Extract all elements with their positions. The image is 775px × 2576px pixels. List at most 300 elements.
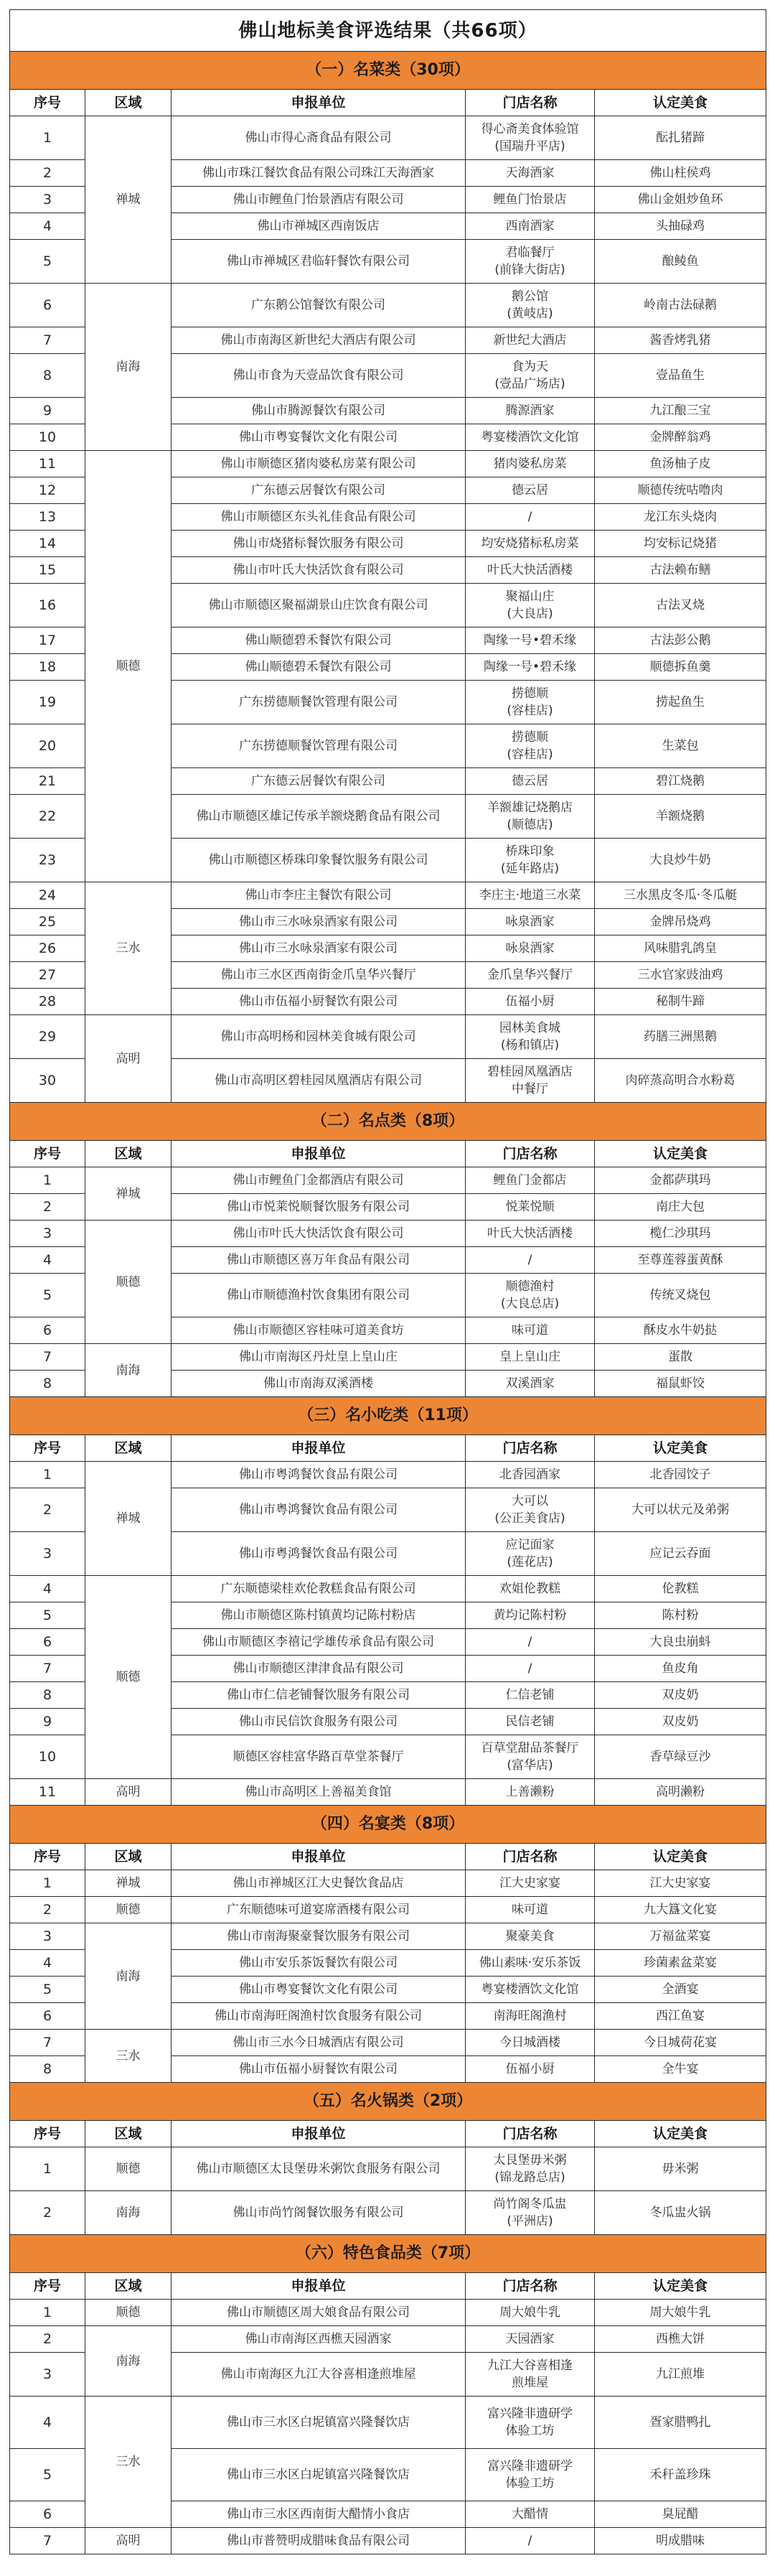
unit-cell: 广东德云居餐饮有限公司	[172, 768, 466, 795]
seq-cell: 2	[10, 1897, 85, 1923]
unit-cell: 佛山市高明区上善福美食馆	[172, 1779, 466, 1806]
food-cell: 肉碎蒸高明合水粉葛	[595, 1059, 766, 1103]
food-cell: 风味腊乳鸽皇	[595, 935, 766, 962]
region-cell: 高明	[85, 1779, 172, 1806]
food-cell: 岭南古法碌鹅	[595, 284, 766, 327]
store-cell	[466, 2397, 595, 2449]
region-cell: 顺德	[85, 451, 172, 882]
food-cell: 金都萨琪玛	[595, 1167, 766, 1194]
store-cell	[466, 1682, 595, 1709]
table-row	[10, 1576, 766, 1602]
seq-cell: 1	[10, 1462, 85, 1488]
region-cell: 高明	[85, 2528, 172, 2554]
seq-cell: 8	[10, 2056, 85, 2083]
section-heading: （三）名小吃类（11项）	[10, 1397, 766, 1435]
food-cell: 羊额烧鹅	[595, 795, 766, 839]
column-header-unit: 申报单位	[172, 1844, 466, 1870]
store-cell	[466, 327, 595, 354]
store-cell	[466, 1735, 595, 1779]
store-cell	[466, 935, 595, 962]
food-cell: 应记云吞面	[595, 1532, 766, 1576]
column-header-store: 门店名称	[466, 1844, 595, 1870]
store-cell	[466, 1371, 595, 1397]
store-cell	[466, 989, 595, 1015]
food-cell: 金牌吊烧鸡	[595, 909, 766, 935]
food-cell: 西江鱼宴	[595, 2003, 766, 2030]
store-name-line: 金爪皇华兴餐厅	[487, 968, 573, 982]
unit-cell: 佛山市鲤鱼门金都酒店有限公司	[172, 1167, 466, 1194]
store-name-line: 得心斋美食体验馆	[481, 122, 579, 136]
column-header-region: 区域	[85, 2121, 172, 2147]
unit-cell: 佛山市顺德区陈村镇黄均记陈村粉店	[172, 1602, 466, 1629]
store-name-line: 食为天	[512, 360, 548, 374]
table-row	[10, 284, 766, 327]
store-name-line: 江大史家宴	[499, 1876, 560, 1890]
column-header-seq: 序号	[10, 90, 85, 116]
food-cell: 臭屁醋	[595, 2501, 766, 2528]
store-name-line: 西南酒家	[505, 219, 555, 233]
column-header-region: 区域	[85, 1435, 172, 1462]
store-name-line: 皇上皇山庄	[499, 1350, 560, 1364]
region-cell: 高明	[85, 1015, 172, 1103]
store-name-line: 双溪酒家	[505, 1376, 555, 1391]
store-name-line: (国瑞升平店)	[494, 139, 565, 154]
table-row	[10, 116, 766, 160]
store-name-line: 周大娘牛乳	[499, 2305, 560, 2320]
food-cell: 明成腊味	[595, 2528, 766, 2554]
unit-cell: 佛山市普赞明成腊味食品有限公司	[172, 2528, 466, 2554]
table-row	[10, 451, 766, 477]
results-table-body	[10, 10, 766, 2554]
food-cell: 龙江东头烧肉	[595, 504, 766, 531]
unit-cell: 佛山市顺德区喜万年食品有限公司	[172, 1247, 466, 1274]
table-row	[10, 2191, 766, 2235]
food-cell: 秘制牛蹄	[595, 989, 766, 1015]
unit-cell: 佛山市伍福小厨餐饮有限公司	[172, 2056, 466, 2083]
store-cell	[466, 557, 595, 584]
unit-cell: 佛山市顺德区周大娘食品有限公司	[172, 2300, 466, 2326]
store-name-line: 粤宴楼酒饮文化馆	[481, 430, 579, 444]
column-header-unit: 申报单位	[172, 2121, 466, 2147]
column-header-store: 门店名称	[466, 2121, 595, 2147]
food-cell: 毋米粥	[595, 2147, 766, 2191]
food-cell: 大良炒牛奶	[595, 839, 766, 882]
table-row	[10, 2300, 766, 2326]
store-cell	[466, 2300, 595, 2326]
food-cell: 三水官家豉油鸡	[595, 962, 766, 989]
store-cell	[466, 2191, 595, 2235]
food-cell: 双皮奶	[595, 1682, 766, 1709]
unit-cell: 佛山市三水今日城酒店有限公司	[172, 2030, 466, 2056]
unit-cell: 佛山市南海区新世纪大酒店有限公司	[172, 327, 466, 354]
seq-cell: 4	[10, 1950, 85, 1977]
store-cell	[466, 654, 595, 681]
unit-cell: 佛山市南海区西樵天园酒家	[172, 2326, 466, 2353]
store-name-line: 新世纪大酒店	[493, 333, 567, 347]
store-name-line: 叶氏大快活酒楼	[487, 1226, 573, 1241]
seq-cell: 8	[10, 1371, 85, 1397]
store-name-line: 大醋情	[512, 2507, 548, 2521]
unit-cell: 佛山市高明区碧桂园凤凰酒店有限公司	[172, 1059, 466, 1103]
unit-cell: 佛山市腾源餐饮有限公司	[172, 398, 466, 424]
food-cell: 西樵大饼	[595, 2326, 766, 2353]
store-cell	[466, 2528, 595, 2554]
region-cell: 三水	[85, 2030, 172, 2083]
seq-cell: 4	[10, 213, 85, 240]
store-name-line: 捞德顺	[512, 686, 548, 701]
store-cell	[466, 627, 595, 654]
store-cell	[466, 2147, 595, 2191]
column-header-region: 区域	[85, 1844, 172, 1870]
store-cell	[466, 116, 595, 160]
store-cell	[466, 477, 595, 504]
column-header-food: 认定美食	[595, 2273, 766, 2300]
column-header-food: 认定美食	[595, 1141, 766, 1167]
food-cell: 冬瓜盅火锅	[595, 2191, 766, 2235]
seq-cell: 29	[10, 1015, 85, 1059]
food-cell: 鱼汤柚子皮	[595, 451, 766, 477]
store-cell	[466, 424, 595, 451]
unit-cell: 广东顺德梁桂欢伦教糕食品有限公司	[172, 1576, 466, 1602]
column-header-store: 门店名称	[466, 2273, 595, 2300]
seq-cell: 15	[10, 557, 85, 584]
results-table	[9, 9, 766, 2554]
store-name-line: 中餐厅	[512, 1082, 548, 1096]
seq-cell: 2	[10, 160, 85, 187]
seq-cell: 12	[10, 477, 85, 504]
seq-cell: 1	[10, 2147, 85, 2191]
store-name-line: 富兴隆非遗研学	[487, 2407, 573, 2421]
store-name-line: 李庄主·地道三水菜	[479, 888, 581, 902]
store-name-line: 欢姐伦教糕	[499, 1582, 560, 1596]
seq-cell: 25	[10, 909, 85, 935]
food-results-sheet	[9, 9, 766, 2554]
food-cell: 陈村粉	[595, 1602, 766, 1629]
table-row	[10, 2397, 766, 2449]
store-cell	[466, 1274, 595, 1317]
unit-cell: 顺德区容桂富华路百草堂茶餐厅	[172, 1735, 466, 1779]
food-cell: 榄仁沙琪玛	[595, 1221, 766, 1247]
store-name-line: (大良总店)	[500, 1297, 560, 1311]
store-name-line: (前锋大街店)	[494, 263, 565, 277]
store-cell	[466, 354, 595, 398]
unit-cell: 佛山市南海聚豪餐饮服务有限公司	[172, 1923, 466, 1950]
seq-cell: 7	[10, 2528, 85, 2554]
section-header-row	[10, 2083, 766, 2121]
unit-cell: 佛山市粤宴餐饮文化有限公司	[172, 424, 466, 451]
store-cell	[466, 909, 595, 935]
seq-cell: 5	[10, 1977, 85, 2003]
unit-cell: 广东捞德顺餐饮管理有限公司	[172, 724, 466, 768]
unit-cell: 佛山市顺德区桥珠印象餐饮服务有限公司	[172, 839, 466, 882]
column-header-unit: 申报单位	[172, 1141, 466, 1167]
store-cell	[466, 1870, 595, 1897]
section-header-row	[10, 1103, 766, 1141]
store-name-line: 尚竹阁冬瓜盅	[493, 2197, 567, 2211]
store-name-line: 陶缘一号•碧禾缘	[483, 633, 577, 648]
food-cell: 古法叉烧	[595, 584, 766, 627]
section-heading: （二）名点类（8项）	[10, 1103, 766, 1141]
seq-cell: 1	[10, 1167, 85, 1194]
unit-cell: 佛山市伍福小厨餐饮有限公司	[172, 989, 466, 1015]
food-cell: 三水黑皮冬瓜·冬瓜艇	[595, 882, 766, 909]
seq-cell: 7	[10, 2030, 85, 2056]
food-cell: 江大史家宴	[595, 1870, 766, 1897]
table-row	[10, 1221, 766, 1247]
store-name-line: 味可道	[512, 1903, 548, 1917]
unit-cell: 佛山市粤鸿餐饮食品有限公司	[172, 1488, 466, 1532]
food-cell: 周大娘牛乳	[595, 2300, 766, 2326]
table-row	[10, 1167, 766, 1194]
unit-cell: 佛山市顺德区聚福湖景山庄饮食有限公司	[172, 584, 466, 627]
food-cell: 全牛宴	[595, 2056, 766, 2083]
region-cell: 禅城	[85, 1462, 172, 1576]
column-header-food: 认定美食	[595, 2121, 766, 2147]
food-cell: 佛山金姐炒鱼环	[595, 187, 766, 213]
region-cell: 三水	[85, 2397, 172, 2528]
food-cell: 今日城荷花宴	[595, 2030, 766, 2056]
store-name-line: 聚福山庄	[505, 589, 555, 604]
seq-cell: 6	[10, 284, 85, 327]
seq-cell: 2	[10, 2326, 85, 2353]
section-heading: （六）特色食品类（7项）	[10, 2235, 766, 2273]
seq-cell: 1	[10, 2300, 85, 2326]
store-name-line: (顺德店)	[507, 818, 553, 832]
store-cell	[466, 187, 595, 213]
store-name-line: 伍福小厨	[505, 2062, 555, 2076]
store-name-line: 悦莱悦顺	[505, 1200, 555, 1214]
unit-cell: 佛山市禅城区江大史餐饮食品店	[172, 1870, 466, 1897]
table-row	[10, 1897, 766, 1923]
section-heading: （四）名宴类（8项）	[10, 1806, 766, 1844]
seq-cell: 9	[10, 398, 85, 424]
store-name-line: 咏泉酒家	[505, 941, 555, 956]
food-cell: 药膳三洲黑鹅	[595, 1015, 766, 1059]
section-header-row	[10, 1397, 766, 1435]
food-cell: 碧江烧鹅	[595, 768, 766, 795]
seq-cell: 6	[10, 2501, 85, 2528]
store-name-line: 陶缘一号•碧禾缘	[483, 660, 577, 674]
store-name-line: 北香园酒家	[499, 1467, 560, 1482]
unit-cell: 佛山顺德碧禾餐饮有限公司	[172, 627, 466, 654]
store-name-line: (大良店)	[507, 607, 553, 621]
store-name-line: 鹅公馆	[512, 289, 548, 304]
seq-cell: 5	[10, 240, 85, 284]
seq-cell: 30	[10, 1059, 85, 1103]
store-name-line: 聚豪美食	[505, 1929, 555, 1943]
store-name-line: (杨和镇店)	[500, 1038, 560, 1053]
seq-cell: 1	[10, 116, 85, 160]
store-cell	[466, 2030, 595, 2056]
store-name-line: 伍福小厨	[505, 994, 555, 1009]
store-name-line: 富兴隆非遗研学	[487, 2459, 573, 2473]
seq-cell: 16	[10, 584, 85, 627]
store-name-line: 黄均记陈村粉	[493, 1608, 567, 1623]
seq-cell: 6	[10, 2003, 85, 2030]
store-name-line: 体验工坊	[505, 2476, 555, 2491]
seq-cell: 23	[10, 839, 85, 882]
table-row	[10, 2528, 766, 2554]
food-cell: 酥皮水牛奶挞	[595, 1317, 766, 1344]
table-row	[10, 1923, 766, 1950]
store-name-line: 猪肉婆私房菜	[493, 457, 567, 471]
unit-cell: 佛山市南海区丹灶皇上皇山庄	[172, 1344, 466, 1371]
store-name-line: (公正美食店)	[494, 1511, 565, 1526]
unit-cell: 广东德云居餐饮有限公司	[172, 477, 466, 504]
store-name-line: 味可道	[512, 1323, 548, 1338]
column-header-row	[10, 2121, 766, 2147]
store-cell	[466, 882, 595, 909]
table-row	[10, 2147, 766, 2191]
store-cell	[466, 795, 595, 839]
unit-cell: 佛山市粤鸿餐饮食品有限公司	[172, 1462, 466, 1488]
seq-cell: 7	[10, 327, 85, 354]
store-cell	[466, 451, 595, 477]
food-cell: 顺德拆鱼羹	[595, 654, 766, 681]
unit-cell: 佛山市三水咏泉酒家有限公司	[172, 909, 466, 935]
region-cell: 顺德	[85, 1221, 172, 1344]
store-name-line: 天园酒家	[505, 2332, 555, 2346]
column-header-unit: 申报单位	[172, 90, 466, 116]
store-cell	[466, 1462, 595, 1488]
store-name-line: 佛山素味·安乐茶饭	[479, 1956, 581, 1970]
seq-cell: 3	[10, 2353, 85, 2397]
seq-cell: 20	[10, 724, 85, 768]
column-header-seq: 序号	[10, 2121, 85, 2147]
food-cell: 酱香烤乳猪	[595, 327, 766, 354]
region-cell: 南海	[85, 284, 172, 451]
unit-cell: 广东顺德味可道宴席酒楼有限公司	[172, 1897, 466, 1923]
unit-cell: 佛山市李庄主餐饮有限公司	[172, 882, 466, 909]
unit-cell: 佛山市三水区西南街大醋情小食店	[172, 2501, 466, 2528]
unit-cell: 佛山市南海旺阁渔村饮食服务有限公司	[172, 2003, 466, 2030]
store-name-line: 百草堂甜品茶餐厅	[481, 1741, 579, 1755]
store-cell	[466, 1923, 595, 1950]
food-cell: 珍菌素盆菜宴	[595, 1950, 766, 1977]
region-cell: 南海	[85, 1923, 172, 2030]
unit-cell: 佛山市粤鸿餐饮食品有限公司	[172, 1532, 466, 1576]
food-cell: 疍家腊鸭扎	[595, 2397, 766, 2449]
column-header-region: 区域	[85, 1141, 172, 1167]
table-row	[10, 1344, 766, 1371]
unit-cell: 广东鹅公馆餐饮有限公司	[172, 284, 466, 327]
unit-cell: 佛山市顺德区津津食品有限公司	[172, 1656, 466, 1682]
store-name-line: 九江大谷喜相逢	[487, 2358, 573, 2373]
seq-cell: 7	[10, 1656, 85, 1682]
food-cell: 南庄大包	[595, 1194, 766, 1221]
food-cell: 伦教糕	[595, 1576, 766, 1602]
food-cell: 金牌醉翁鸡	[595, 424, 766, 451]
column-header-unit: 申报单位	[172, 2273, 466, 2300]
seq-cell: 6	[10, 1629, 85, 1656]
unit-cell: 佛山市仁信老铺餐饮服务有限公司	[172, 1682, 466, 1709]
seq-cell: 22	[10, 795, 85, 839]
food-cell: 高明濑粉	[595, 1779, 766, 1806]
store-name-line: 鲤鱼门金都店	[493, 1173, 567, 1187]
column-header-row	[10, 1844, 766, 1870]
store-name-line: 园林美食城	[499, 1021, 560, 1035]
region-cell: 顺德	[85, 2147, 172, 2191]
section-header-row	[10, 2235, 766, 2273]
store-cell	[466, 1344, 595, 1371]
table-row	[10, 1870, 766, 1897]
unit-cell: 佛山市安乐茶饭餐饮有限公司	[172, 1950, 466, 1977]
unit-cell: 佛山市顺德区东头礼佳食品有限公司	[172, 504, 466, 531]
store-cell	[466, 2501, 595, 2528]
unit-cell: 佛山市得心斋食品有限公司	[172, 116, 466, 160]
food-cell: 鱼皮角	[595, 1656, 766, 1682]
store-name-line: /	[527, 1253, 532, 1267]
column-header-row	[10, 1435, 766, 1462]
store-cell	[466, 1247, 595, 1274]
store-name-line: 应记面家	[505, 1538, 555, 1552]
food-cell: 大良虫崩蚪	[595, 1629, 766, 1656]
store-name-line: 今日城酒楼	[499, 2035, 560, 2050]
store-cell	[466, 531, 595, 557]
seq-cell: 2	[10, 2191, 85, 2235]
seq-cell: 13	[10, 504, 85, 531]
store-cell	[466, 1221, 595, 1247]
store-name-line: /	[527, 1635, 532, 1649]
store-cell	[466, 1576, 595, 1602]
store-cell	[466, 2449, 595, 2501]
store-name-line: (莲花店)	[507, 1555, 553, 1569]
column-header-seq: 序号	[10, 1844, 85, 1870]
unit-cell: 佛山市顺德区李禧记学雄传承食品有限公司	[172, 1629, 466, 1656]
store-name-line: 煎堆屋	[512, 2376, 548, 2390]
seq-cell: 4	[10, 1247, 85, 1274]
column-header-store: 门店名称	[466, 90, 595, 116]
store-name-line: 大可以	[512, 1494, 548, 1508]
food-cell: 大可以状元及弟粥	[595, 1488, 766, 1532]
store-name-line: /	[527, 1661, 532, 1676]
section-heading: （五）名火锅类（2项）	[10, 2083, 766, 2121]
seq-cell: 3	[10, 187, 85, 213]
store-cell	[466, 681, 595, 724]
unit-cell: 佛山市三水区白坭镇富兴隆餐饮店	[172, 2449, 466, 2501]
region-cell: 顺德	[85, 1897, 172, 1923]
food-cell: 九江煎堆	[595, 2353, 766, 2397]
column-header-seq: 序号	[10, 1435, 85, 1462]
store-name-line: /	[527, 2534, 532, 2548]
column-header-seq: 序号	[10, 2273, 85, 2300]
seq-cell: 26	[10, 935, 85, 962]
page-title: 佛山地标美食评选结果（共66项）	[10, 10, 766, 52]
unit-cell: 佛山市三水区白坭镇富兴隆餐饮店	[172, 2397, 466, 2449]
food-cell: 酿鲮鱼	[595, 240, 766, 284]
food-cell: 九江酿三宝	[595, 398, 766, 424]
store-name-line: 仁信老铺	[505, 1688, 555, 1702]
food-cell: 双皮奶	[595, 1709, 766, 1735]
column-header-food: 认定美食	[595, 90, 766, 116]
food-cell: 头抽碌鸡	[595, 213, 766, 240]
store-name-line: 碧桂园凤凰酒店	[487, 1065, 573, 1079]
store-name-line: 捞德顺	[512, 730, 548, 745]
food-cell: 古法彭公鹅	[595, 627, 766, 654]
seq-cell: 5	[10, 1274, 85, 1317]
region-cell: 顺德	[85, 1576, 172, 1779]
store-cell	[466, 2353, 595, 2397]
seq-cell: 10	[10, 424, 85, 451]
food-cell: 至尊莲蓉蛋黄酥	[595, 1247, 766, 1274]
unit-cell: 佛山市鲤鱼门怡景酒店有限公司	[172, 187, 466, 213]
food-cell: 万福盆菜宴	[595, 1923, 766, 1950]
store-cell	[466, 398, 595, 424]
region-cell: 顺德	[85, 2300, 172, 2326]
store-name-line: 太艮堡毋米粥	[493, 2153, 567, 2167]
seq-cell: 27	[10, 962, 85, 989]
region-cell: 南海	[85, 2326, 172, 2397]
